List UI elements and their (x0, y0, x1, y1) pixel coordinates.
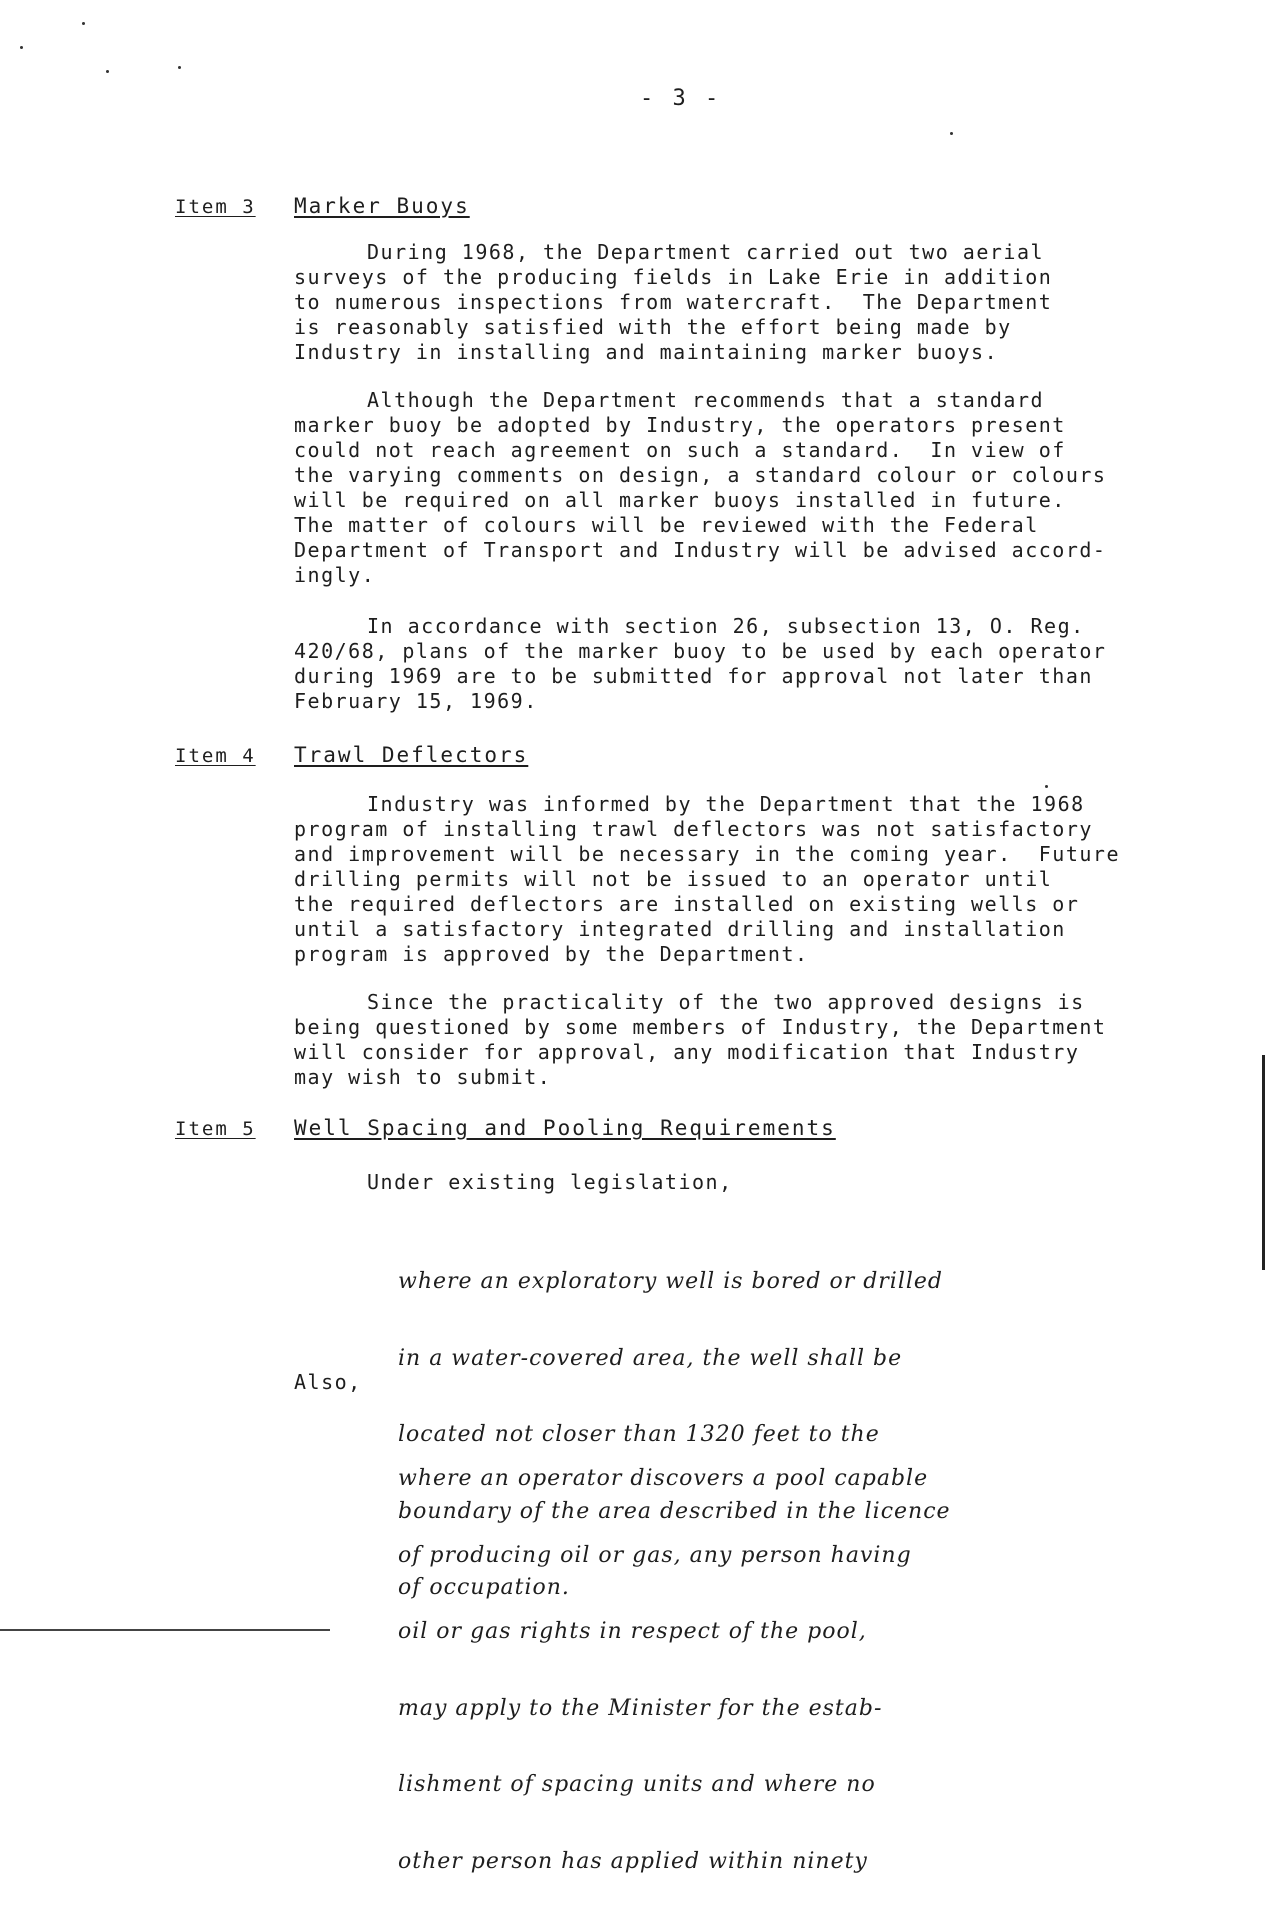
item-4-paragraph-2 (294, 990, 1224, 1090)
text-line: Industry in installing and maintaining marker buoys. (294, 340, 999, 364)
text-line: Industry was informed by the Department that the 1968 (367, 792, 1085, 816)
item-4-paragraph-1 (294, 792, 1224, 967)
scan-speck (1045, 785, 1048, 788)
item-3-paragraph-2 (294, 388, 1224, 588)
text-line: program of installing trawl deflectors was not satisfactory (294, 817, 1093, 841)
quote-line: located not closer than 1320 feet to the (398, 1422, 880, 1447)
quote-line: oil or gas rights in respect of the pool, (398, 1619, 867, 1644)
text-line: during 1969 are to be submitted for approval not later than (294, 664, 1093, 688)
quote-line: boundary of the area described in the licence (398, 1498, 951, 1524)
scan-edge-mark (1262, 1055, 1265, 1270)
item-3-paragraph-1 (294, 240, 1224, 365)
scan-speck (82, 22, 85, 25)
item-5-label: Item 5 (175, 1118, 256, 1140)
quote-line: in a water-covered area, the well shall be (398, 1345, 903, 1371)
text-line: may wish to submit. (294, 1065, 552, 1089)
text-line: could not reach agreement on such a standard. In view of (294, 438, 1066, 462)
text-line: In accordance with section 26, subsection 13, O. Reg. (367, 614, 1085, 638)
text-line: to numerous inspections from watercraft. The Department (294, 290, 1053, 314)
item-5-title: Well Spacing and Pooling Requirements (294, 1116, 836, 1140)
text-line: ingly. (294, 563, 376, 587)
text-line: Department of Transport and Industry will be advised accord- (294, 538, 1107, 562)
text-line: will consider for approval, any modification that Industry (294, 1040, 1080, 1064)
item-4-title: Trawl Deflectors (294, 743, 529, 767)
text-line: drilling permits will not be issued to an operator until (294, 867, 1053, 891)
quote-line: lishment of spacing units and where no (398, 1772, 876, 1797)
item-5-also: Also, (294, 1370, 362, 1394)
scan-speck (106, 70, 109, 73)
item-3-label: Item 3 (175, 196, 256, 218)
text-line: Although the Department recommends that a standard (367, 388, 1045, 412)
quote-line: other person has applied within ninety (398, 1848, 868, 1874)
quote-line: where an exploratory well is bored or drilled (398, 1269, 944, 1294)
text-line: the varying comments on design, a standard colour or colours (294, 463, 1107, 487)
text-line: until a satisfactory integrated drilling and installation (294, 917, 1066, 941)
scan-speck (950, 132, 953, 135)
text-line: February 15, 1969. (294, 689, 538, 713)
page-number: - 3 - (640, 86, 722, 111)
text-line: being questioned by some members of Industry, the Department (294, 1015, 1107, 1039)
text-line: the required deflectors are installed on existing wells or (294, 892, 1080, 916)
text-line: During 1968, the Department carried out two aerial (367, 240, 1045, 264)
quote-line: where an operator discovers a pool capable (398, 1466, 929, 1491)
quote-line: may apply to the Minister for the estab- (398, 1695, 883, 1721)
item-3-paragraph-3 (294, 614, 1224, 714)
text-line: program is approved by the Department. (294, 942, 809, 966)
quote-line: of occupation. (398, 1575, 570, 1600)
text-line: 420/68, plans of the marker buoy to be used by each operator (294, 639, 1107, 663)
scan-speck (178, 66, 181, 69)
item-3-title: Marker Buoys (294, 194, 470, 218)
text-line: Since the practicality of the two approved designs is (367, 990, 1085, 1014)
text-line: will be required on all marker buoys installed in future. (294, 488, 1066, 512)
quoted-regulation-2 (398, 1415, 1138, 1925)
text-line: marker buoy be adopted by Industry, the operators present (294, 413, 1066, 437)
text-line: and improvement will be necessary in the coming year. Future (294, 842, 1121, 866)
scan-speck (20, 46, 23, 49)
text-line: surveys of the producing fields in Lake Erie in addition (294, 265, 1053, 289)
quote-line: of producing oil or gas, any person having (398, 1542, 912, 1568)
item-5-intro: Under existing legislation, (367, 1170, 733, 1194)
text-line: The matter of colours will be reviewed with the Federal (294, 513, 1039, 537)
text-line: is reasonably satisfied with the effort being made by (294, 315, 1012, 339)
scan-bottom-rule (0, 1629, 330, 1631)
item-4-label: Item 4 (175, 745, 256, 767)
